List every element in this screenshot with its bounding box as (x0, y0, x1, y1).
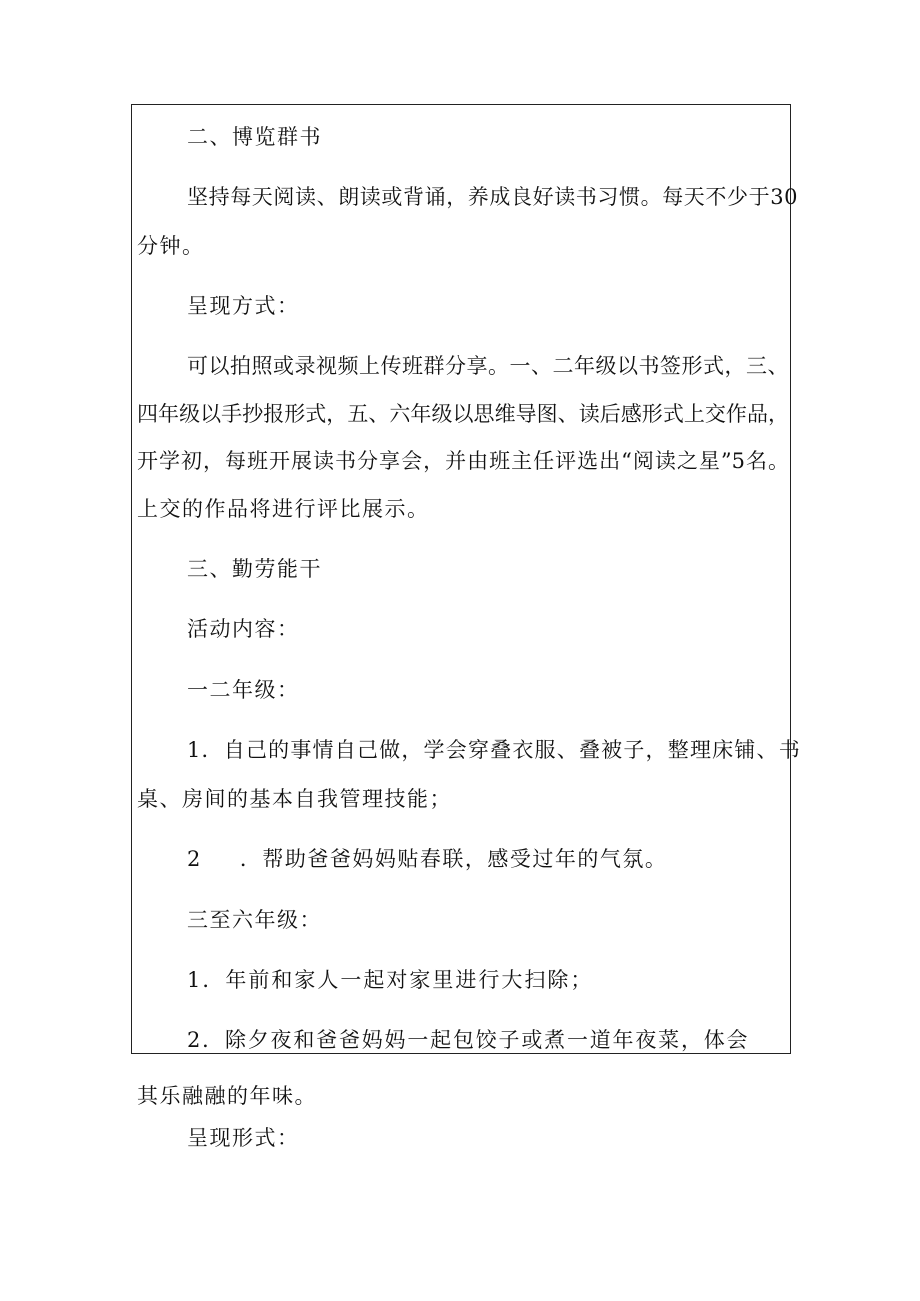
grade-3-6-label: 三至六年级： (187, 908, 322, 932)
presentation-form-label: 呈现形式： (187, 1126, 300, 1150)
paragraph-reading-line-1: 坚持每天阅读、朗读或背诵，养成良好读书习惯。每天不少于30 (187, 185, 799, 209)
paragraph-reading-line-2: 分钟。 (137, 234, 205, 258)
grade-1-2-item-1-line-1: 1．自己的事情自己做，学会穿叠衣服、叠被子，整理床铺、书 (187, 738, 801, 762)
grade-3-6-item-2-line-1: 2．除夕夜和爸爸妈妈一起包饺子或煮一道年夜菜，体会 (187, 1028, 750, 1052)
paragraph-presentation-line-1: 可以拍照或录视频上传班群分享。一、二年级以书签形式，三、 (187, 354, 789, 378)
grade-1-2-item-2 (187, 845, 667, 873)
grade-1-2-item-2-number: 2 (187, 847, 202, 871)
grade-3-6-item-2-line-2: 其乐融融的年味。 (137, 1084, 317, 1108)
section-heading-reading: 二、博览群书 (187, 125, 322, 149)
presentation-label-reading: 呈现方式： (187, 294, 300, 318)
paragraph-presentation-line-3: 开学初，每班开展读书分享会，并由班主任评选出“阅读之星”5名。 (137, 449, 789, 473)
section-heading-diligence: 三、勤劳能干 (187, 557, 322, 581)
grade-1-2-item-1-line-2: 桌、房间的基本自我管理技能； (137, 787, 452, 811)
paragraph-presentation-line-2: 四年级以手抄报形式，五、六年级以思维导图、读后感形式上交作品， (137, 402, 789, 426)
grade-1-2-label: 一二年级： (187, 678, 300, 702)
grade-3-6-item-1: 1．年前和家人一起对家里进行大扫除； (187, 968, 594, 992)
activity-content-label: 活动内容： (187, 617, 300, 641)
grade-1-2-item-2-text: ．帮助爸爸妈妈贴春联，感受过年的气氛。 (239, 847, 668, 871)
paragraph-presentation-line-4: 上交的作品将进行评比展示。 (137, 497, 430, 521)
